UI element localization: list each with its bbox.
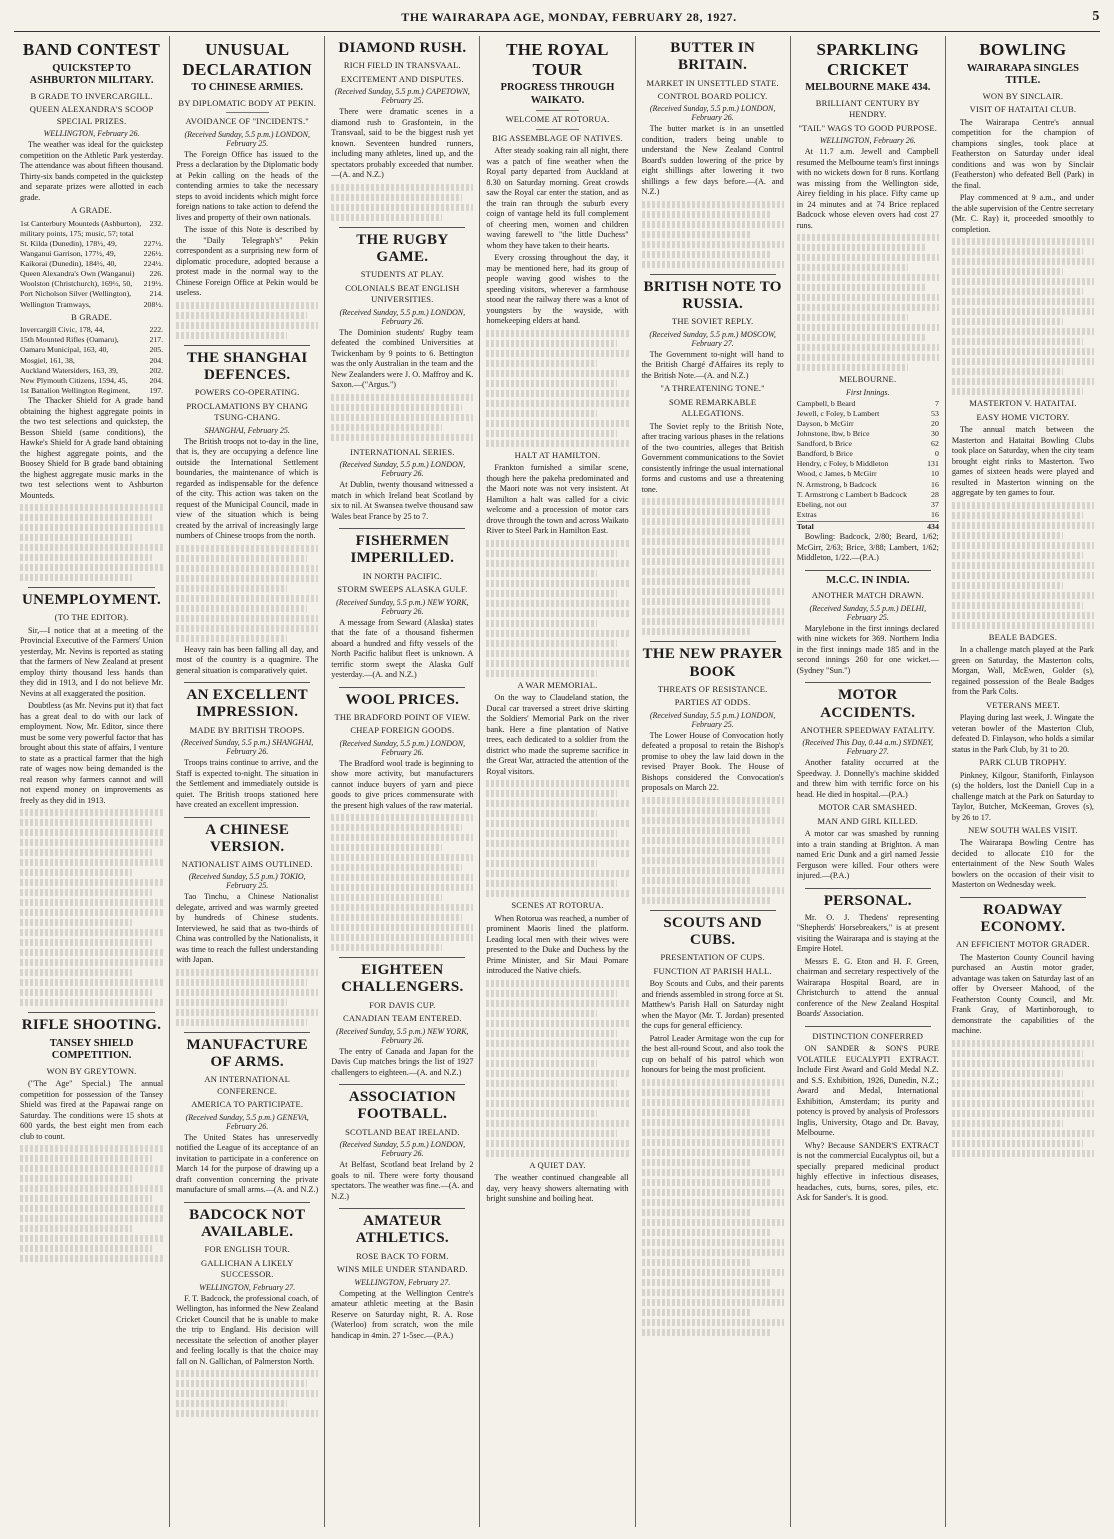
dateline: WELLINGTON, February 27.: [199, 1282, 296, 1292]
score-row: Wood, c James, b McGirr 10: [796, 469, 939, 479]
headline: SPARKLING CRICKET: [816, 40, 920, 79]
column-7: [945, 36, 1100, 1527]
deck: COLONIALS BEAT ENGLISH UNIVERSITIES.: [345, 282, 460, 305]
section-heading: DISTINCTION CONFERRED: [812, 1030, 924, 1041]
deck: IN NORTH PACIFIC.: [362, 570, 443, 581]
text-filler: [176, 302, 318, 339]
paragraph: The issue of this Note is described by the "Daily Telegraph's" Pekin correspondent as a surprising new form of diplomatic procedure, adopted because a protest made in the normal way to the Chinese Foreign Office at Pekin would be useless.: [176, 225, 319, 298]
dateline: WELLINGTON, February 26.: [819, 136, 916, 146]
paragraph: The Masterton County Council having purchased an Austin motor grader, advantage was taken on Saturday last of an offer by Overseer Mahood, of the Featherston County Council, and Mr. Frank Gray, of Martinborough, to demonstrate the capabilities of the machine.: [951, 952, 1094, 1036]
result-row: Kaikorai (Dunedin), 184½, 40, 224½.: [20, 259, 164, 269]
deck: CHEAP FOREIGN GOODS.: [350, 725, 455, 736]
paragraph: On the way to Claudeland station, the Ducal car traversed a street drive skirting the Soldiers' Memorial Park on the river bank. Here a fine plantation of Native trees, each dedicated to a soldier from the district who made the supreme sacrifice in the Great War, attracted the attention of the Royal visitors.: [486, 693, 629, 776]
headline: MOTOR ACCIDENTS.: [820, 687, 916, 721]
paragraph: Another fatality occurred at the Speedway. J. Donnelly's machine skidded and threw him with terrific force on his head. He died in hospital.—(P.A.): [796, 758, 939, 799]
subheading: PROGRESS THROUGH WAIKATO.: [500, 82, 615, 106]
deck: "TAIL" WAGS TO GOOD PURPOSE.: [798, 122, 938, 133]
story-british-note-to-russia: [642, 279, 784, 635]
dash-rule: [536, 129, 579, 130]
divider: [805, 570, 931, 571]
subheading: TANSEY SHIELD COMPETITION.: [49, 1037, 134, 1062]
score-row: Dayson, b McGirr 20: [796, 418, 939, 428]
deck: THE SOVIET REPLY.: [671, 316, 754, 327]
deck: CANADIAN TEAM ENTERED.: [342, 1013, 462, 1024]
score-row: Ebeling, not out 37: [796, 499, 939, 509]
deck: FUNCTION AT PARISH HALL.: [653, 965, 772, 976]
score-row: Hendry, c Foley, b Middleton 131: [796, 459, 939, 469]
story-bowling: [952, 40, 1094, 891]
headline: MANUFACTURE OF ARMS.: [186, 1036, 308, 1071]
story-butter-in-britain: [642, 40, 784, 268]
deck: SCOTLAND BEAT IRELAND.: [345, 1126, 460, 1137]
paragraph: The butter market is in an unsettled condition, traders being unable to understand the New Zealand Control Board's sudden lowering of the price by eight shillings after lowering it two shillings a few days before.—(A. and N.Z.): [641, 124, 784, 197]
divider: [650, 641, 776, 642]
deck: ROSE BACK TO FORM.: [356, 1250, 449, 1261]
headline: DIAMOND RUSH.: [338, 40, 467, 56]
dateline: (Received Sunday, 5.5 p.m.) MOSCOW, February 27.: [649, 329, 776, 348]
divider: [184, 682, 310, 683]
deck: PRESENTATION OF CUPS.: [660, 952, 765, 963]
headline: ASSOCIATION FOOTBALL.: [348, 1089, 456, 1123]
story-international-series: [331, 447, 473, 522]
dateline: (Received Sunday, 5.5 p.m.) LONDON, February 26.: [339, 1140, 466, 1159]
divider: [339, 1084, 465, 1085]
divider: [184, 1032, 310, 1033]
paragraph: The annual match between the Masterton and Hataitai Bowling Clubs took place on Saturday, when the city team brought eight rinks to Masterton. Two games of sixteen heads were played and resulted in Masterton winning on the aggregate by ten games to four.: [951, 425, 1094, 498]
paragraph: Messrs E. G. Eton and H. F. Green, chairman and secretary respectively of the Wairarapa Hospital Board, are in Christchurch to attend the annual conference of the New Zealand Hospital Boards' Association.: [796, 956, 939, 1019]
scoreboard-subheading: First Innings.: [845, 387, 890, 397]
text-filler: [20, 504, 163, 581]
paragraph: ("The Age" Special.) The annual competition for possession of the Tansey Shield was fired at the Papawai range on Saturday. The conditions were 15 shots at 600 yards, the best eight men from each club to count.: [20, 1079, 164, 1141]
headline: AMATEUR ATHLETICS.: [355, 1213, 449, 1247]
scoreboard-heading: MELBOURNE.: [839, 374, 897, 385]
divider: [339, 687, 465, 688]
score-row: T. Armstrong c Lambert b Badcock 28: [796, 489, 939, 499]
story-motor-accidents: [797, 687, 939, 881]
paragraph: Bowling: Badcock, 2/80; Beard, 1/62; McGirr, 2/63; Brice, 3/88; Lambert, 1/62; Middleton, 1/22.—(P.A.): [796, 532, 939, 563]
column-6: [790, 36, 945, 1527]
story-unemployment: [20, 592, 163, 1006]
paragraph: The Government to-night will hand to the British Chargé d'Affaires its reply to the British Note.—(A. and N.Z.): [641, 349, 784, 380]
dateline: (Received Sunday, 5.5 p.m.) LONDON, February 26.: [339, 738, 466, 757]
deck: AN INTERNATIONAL CONFERENCE.: [204, 1074, 290, 1096]
grade-heading: A GRADE.: [71, 205, 112, 216]
story-mcc-in-india: [797, 575, 939, 677]
paragraph: At Belfast, Scotland beat Ireland by 2 goals to nil. There were forty thousand spectators. The weather was fine.—(A. and N.Z.): [331, 1160, 474, 1201]
result-row: Mosgiel, 161, 38, 204.: [20, 355, 164, 365]
paragraph: The Wairarapa Centre's annual competition for the champion of champions singles, took place at Featherston on Saturday under ideal conditions and was won by Sinclair (Featherston) who defeated Bell (Park) in the final.: [951, 117, 1094, 190]
score-row: Jewell, c Foley, b Lambert 53: [796, 408, 939, 418]
deck: INTERNATIONAL SERIES.: [350, 446, 455, 457]
dateline: WELLINGTON, February 27.: [354, 1277, 451, 1287]
text-filler: [952, 1040, 1094, 1157]
story-roadway-economy: [952, 902, 1094, 1157]
deck: AN EFFICIENT MOTOR GRADER.: [956, 939, 1090, 950]
deck: THREATS OF RESISTANCE.: [657, 683, 768, 694]
result-row: New Plymouth Citizens, 1594, 45, 204.: [20, 375, 164, 385]
divider: [184, 817, 310, 818]
headline: PERSONAL.: [823, 892, 912, 909]
deck: BRILLIANT CENTURY BY HENDRY.: [815, 97, 920, 120]
deck: B GRADE TO INVERCARGILL.: [30, 90, 153, 101]
text-filler: [176, 969, 318, 1026]
headline: RIFLE SHOOTING.: [21, 1017, 162, 1034]
paragraph: After steady soaking rain all night, there was a patch of fine weather when the Royal party departed from Auckland at 8.30 on Saturday morning. Great crowds saw the Royal car enter the station, and as the train ran through the suburb every coign of vantage held its full complement of cheering men, women and children waving farewell to "the little Duchess" whom they have taken to their hearts.: [486, 146, 629, 250]
headline: BRITISH NOTE TO RUSSIA.: [643, 278, 782, 313]
story-scouts-and-cubs: [642, 915, 784, 1336]
deck: AVOIDANCE OF "INCIDENTS.": [185, 116, 309, 127]
story-band-contest: [20, 40, 163, 581]
dateline: SHANGHAI, February 25.: [204, 425, 290, 435]
headline: ROADWAY ECONOMY.: [980, 901, 1066, 936]
dateline: (Received Sunday, 5.5 p.m.) GENEVA, February 26.: [185, 1112, 309, 1131]
dateline: (Received Sunday, 5.5 p.m.) LONDON, February 26.: [339, 460, 466, 479]
text-filler: [331, 394, 473, 441]
paragraph: The Foreign Office has issued to the Press a declaration by the Diplomatic body at Pekin calling on the heads of the contending armies to take the necessary steps to avoid incidents which might force foreign nations to take action to defend the lives and property of their own nationals.: [176, 149, 319, 222]
section-heading: MASTERTON V. HATAITAI.: [969, 398, 1077, 409]
headline: EIGHTEEN CHALLENGERS.: [341, 962, 464, 996]
column-3: [324, 36, 479, 1527]
deck: PARTIES AT ODDS.: [674, 697, 751, 708]
headline: UNEMPLOYMENT.: [22, 592, 162, 609]
headline: THE NEW PRAYER BOOK: [642, 646, 783, 680]
column-2: [169, 36, 324, 1527]
section-heading: A QUIET DAY.: [529, 1159, 586, 1170]
section-heading: VETERANS MEET.: [985, 699, 1060, 710]
deck: MAN AND GIRL KILLED.: [817, 815, 919, 826]
dateline: WELLINGTON, February 26.: [43, 129, 140, 139]
headline: THE RUGBY GAME.: [356, 231, 449, 265]
grade-heading: B GRADE.: [71, 311, 112, 322]
dateline: (Received Sunday, 5.5 p.m.) LONDON, February 25.: [649, 710, 776, 729]
headline: WOOL PRICES.: [345, 691, 460, 708]
deck: NATIONALIST AIMS OUTLINED.: [181, 859, 313, 869]
paragraph: Boy Scouts and Cubs, and their parents and friends assembled in strong force at St. Matthew's Parish Hall on Saturday night when the Mayor (Mr. T. Jordan) presented the cups for general efficiency.: [641, 979, 784, 1031]
section-heading: NEW SOUTH WALES VISIT.: [968, 825, 1078, 836]
result-row: Port Nicholson Silver (Wellington), 214.: [20, 289, 164, 299]
deck: MADE BY BRITISH TROOPS.: [189, 724, 305, 735]
headline: FISHERMEN IMPERILLED.: [350, 533, 455, 567]
story-diamond-rush: [331, 40, 473, 221]
score-row: N. Armstrong, b Badcock 16: [796, 479, 939, 489]
result-row: 1st Battalion Wellington Regiment, 197.: [20, 385, 164, 395]
divider: [339, 227, 465, 228]
headline: BADCOCK NOT AVAILABLE.: [189, 1206, 306, 1241]
paragraph: Doubtless (as Mr. Nevins put it) that fact has a great deal to do with our lack of employment. Now, Mr. Editor, since there must be some very powerful factor that has brought about this state of affairs, I venture to state as a practical farmer that the high rate of wages now being demanded is the real reason why farmers cannot and will not expend money on improvements as freely as they did in 1913.: [20, 701, 164, 805]
deck: ANOTHER SPEEDWAY FATALITY.: [800, 724, 936, 735]
divider: [805, 1026, 931, 1027]
column-4: [479, 36, 634, 1527]
paragraph: In a challenge match played at the Park green on Saturday, the Masterton colts, Morgan, Wall, McEwen, Golder (s), regained possession of the Beale Badges from the Park Colts.: [951, 645, 1094, 697]
paragraph: Patrol Leader Armitage won the cup for the best all-round Scout, and also took the cup on behalf of his patrol which won honours for being the most proficient.: [641, 1033, 784, 1075]
paragraph: The Soviet reply to the British Note, after tracing various phases in the relations of the two countries, alleges that British Government communications to the Soviet consistently infringe the usual international forms and customs and use a threatening tone.: [641, 421, 784, 494]
deck: RICH FIELD IN TRANSVAAL.: [343, 60, 461, 71]
story-unusual-declaration: [176, 40, 318, 339]
column-1: [14, 36, 169, 1527]
paragraph: When Rotorua was reached, a number of prominent Maoris lined the platform. Leading local men with their wives were presented to the Duke and Duchess by the Prime Minister, and Sir Maui Pomare introduced the Native chiefs.: [486, 913, 629, 976]
paragraph: Pinkney, Kilgour, Staniforth, Finlayson (s) the holders, lost the Daniell Cup in a challenge match at the Park on Saturday to Taylor, Butcher, McKeeman, Groves (s), by 26 to 17.: [951, 770, 1094, 822]
section-heading: SCENES AT ROTORUA.: [511, 900, 604, 911]
deck: SOME REMARKABLE ALLEGATIONS.: [668, 396, 757, 419]
divider: [339, 1208, 465, 1209]
deck: GALLICHAN A LIKELY SUCCESSOR.: [200, 1257, 294, 1280]
deck: BIG ASSEMBLAGE OF NATIVES.: [492, 132, 623, 143]
paragraph: Tao Tinchu, a Chinese Nationalist delegate, arrived and was warmly greeted by hundreds of Chinese students. Interviewed, he said that as two-thirds of China was controlled by the Nationalists, it was time to reach the fullest understanding with Japan.: [176, 892, 319, 965]
text-filler: [176, 545, 318, 642]
story-amateur-athletics: [331, 1213, 473, 1341]
score-total: Total 434: [796, 522, 939, 532]
paragraph: The weather was ideal for the quickstep competition on the Athletic Park yesterday. The attendance was about fifteen thousand. Thirty-six bands competed in the quickstep and separate prizes were allotted in each grade.: [20, 140, 164, 202]
headline: THE ROYAL TOUR: [506, 40, 609, 79]
paragraph: Playing during last week, J. Wingate the veteran bowler of the Masterton Club, defeated D. Finlayson, who holds a similar status in the Park Club, by 31 to 20.: [951, 713, 1094, 754]
section-heading: "A THREATENING TONE.": [660, 383, 765, 394]
divider: [28, 1012, 155, 1013]
text-filler: [642, 201, 784, 268]
headline: SCOUTS AND CUBS.: [663, 914, 762, 948]
subheading: TO CHINESE ARMIES.: [191, 82, 303, 94]
deck: FOR ENGLISH TOUR.: [204, 1244, 290, 1255]
divider: [805, 682, 931, 683]
headline: BOWLING: [979, 40, 1067, 59]
divider: [805, 888, 931, 889]
paragraph: Play commenced at 9 a.m., and under the able supervision of the Centre secretary (Mr. C. Ray) it, proceeded smoothly to completion.: [951, 193, 1094, 234]
deck: QUEEN ALEXANDRA'S SCOOP SPECIAL PRIZES.: [29, 104, 154, 126]
story-new-prayer-book: [642, 646, 784, 903]
story-excellent-impression: [176, 687, 318, 810]
story-chinese-version: [176, 822, 318, 1026]
paragraph: Why? Because SANDER'S EXTRACT is not the commercial Eucalyptus oil, but a specially prepared medicinal product highly effective in infectious diseases, headaches, cuts, burns, sores, piles, etc. Ask for Sander's. It is good.: [796, 1140, 939, 1203]
deck: WON BY GREYTOWN.: [46, 1065, 137, 1076]
divider: [650, 274, 776, 275]
scoreboard: [797, 399, 939, 533]
text-filler: [176, 1370, 318, 1417]
dateline: (Received Sunday, 5.5 p.m.) NEW YORK, February 26.: [336, 1026, 469, 1045]
paragraph: The Thacker Shield for A grade band obtaining the highest aggregate points in the two test selections and quickstep, the Besson Shield (same conditions), the Hawke's Shield for A grade band obtaining the highest aggregate points, and the Boosey Shield for B grade band obtaining the highest aggregate music marks in the two test selections went to Ashburton Mounteds.: [20, 396, 164, 500]
headline: BAND CONTEST: [22, 40, 161, 59]
text-filler: [797, 234, 939, 371]
story-manufacture-of-arms: [176, 1037, 318, 1196]
text-filler: [486, 540, 628, 677]
paragraph: The Bradford wool trade is beginning to show more activity, but manufacturers cannot induce buyers of yarn and piece goods to give prices commensurate with the present high values of the raw material.: [331, 758, 474, 810]
paragraph: Heavy rain has been falling all day, and most of the country is a quagmire. The general situation is comparatively quiet.: [176, 644, 319, 675]
paragraph: Competing at the Wellington Centre's amateur athletic meeting at the Basin Reserve on Saturday night, R. A. Rose (Waterloo) from scratch, won the mile handicap in 4min. 27 1-5sec.—(P.A.): [331, 1288, 474, 1340]
subheading: WAIRARAPA SINGLES TITLE.: [966, 62, 1079, 87]
dateline: (Received Sunday, 5.5 p.m.) DELHI, February 25.: [809, 603, 927, 622]
text-filler: [952, 502, 1094, 629]
divider: [339, 528, 465, 529]
story-eighteen-challengers: [331, 962, 473, 1078]
text-filler: [642, 797, 784, 904]
headline: BUTTER IN BRITAIN.: [670, 40, 756, 74]
dateline: (Received Sunday, 5.5 p.m.) TOKIO, February 25.: [188, 872, 306, 891]
divider: [28, 587, 155, 588]
result-row: Oamaru Municipal, 163, 40, 205.: [20, 345, 164, 355]
deck: AMERICA TO PARTICIPATE.: [191, 1099, 304, 1110]
headline: THE SHANGHAI DEFENCES.: [186, 349, 308, 383]
result-row: Wanganui Garrison, 177½, 49, 226½.: [20, 248, 164, 258]
paragraph: Marylebone in the first innings declared with nine wickets for 369. Northern India in the first innings made 185 and in the second innings 260 for one wicket.—(Sydney "Sun."): [796, 623, 939, 675]
section-heading: A WAR MEMORIAL.: [517, 679, 598, 690]
deck: STORM SWEEPS ALASKA GULF.: [337, 584, 468, 595]
page-number: 5: [1092, 9, 1100, 24]
headline: AN EXCELLENT IMPRESSION.: [186, 687, 308, 721]
paragraph: Every crossing throughout the day, it may be mentioned here, had its group of people waving good wishes to the speeding visitors, wherever a farmhouse stood near the railway there was a knot of youngsters by the wayside, with homekeeping elders at hand.: [486, 253, 629, 326]
story-shanghai-defences: [176, 350, 318, 676]
deck: BY DIPLOMATIC BODY AT PEKIN.: [178, 97, 317, 108]
paragraph: The Lower House of Convocation hotly defeated a proposal to retain the Bishop's promise to obey the law laid down in the revised Prayer Book. The House of Bishops considered the Convocation's proposals on March 22.: [641, 730, 784, 793]
deck: VISIT OF HATAITAI CLUB.: [969, 104, 1077, 115]
section-heading: HALT AT HAMILTON.: [514, 449, 601, 460]
story-distinction-conferred: [797, 1031, 939, 1204]
result-row: Queen Alexandra's Own (Wanganui) 226.: [20, 269, 164, 279]
column-5: [635, 36, 790, 1527]
deck: EXCITEMENT AND DISPUTES.: [340, 73, 464, 84]
score-row: Bandford, b Brice 0: [796, 449, 939, 459]
story-rifle-shooting: [20, 1017, 163, 1262]
deck: WINS MILE UNDER STANDARD.: [336, 1264, 468, 1275]
text-filler: [486, 980, 628, 1157]
score-row: Johnstone, lbw, b Brice 30: [796, 428, 939, 438]
divider: [650, 910, 776, 911]
story-rugby-game: [331, 232, 473, 441]
divider: [184, 1202, 310, 1203]
divider: [339, 957, 465, 958]
paragraph: The British troops not to-day in the line, that is, they are occupying a defence line outside the International Settlement boundaries, the maintenance of which is regarded as indispensable for the defence of the city. This action was taken on the request of the Municipal Council, made in view of the situation which is being created by the arrival of increasingly large numbers of Chinese troops from the north.: [176, 436, 319, 541]
deck: EASY HOME VICTORY.: [976, 411, 1070, 422]
divider: [960, 897, 1086, 898]
story-association-football: [331, 1089, 473, 1202]
deck: CONTROL BOARD POLICY.: [657, 90, 768, 101]
text-filler: [486, 330, 628, 447]
result-row: Wellington Tramways, 208½.: [20, 299, 164, 309]
paragraph: Mr. O. J. Thedens' representing "Shepherds' Horsebreakers," is at present visiting the Wairarapa and is staying at the Empire Hotel.: [796, 912, 939, 954]
dateline: (Received This Day, 0.44 a.m.) SYDNEY, February 27.: [802, 738, 934, 757]
section-heading: MOTOR CAR SMASHED.: [818, 802, 918, 813]
deck: POWERS CO-OPERATING.: [194, 387, 300, 398]
text-filler: [331, 184, 473, 221]
text-filler: [20, 1145, 163, 1262]
story-wool-prices: [331, 692, 473, 952]
result-row: Woolston (Christchurch), 169½, 50, 219½.: [20, 279, 164, 289]
dash-rule: [536, 110, 579, 111]
paragraph: The weather continued changeable all day, very heavy showers alternating with bright sunshine and boiling heat.: [486, 1173, 629, 1204]
section-heading: BEALE BADGES.: [988, 631, 1058, 642]
score-row: Campbell, b Beard 7: [796, 398, 939, 408]
text-filler: [642, 1079, 784, 1336]
divider: [184, 345, 310, 346]
paragraph: Troops trains continue to arrive, and the Staff is expected to-night. The situation in the Settlement and immediately outside is quiet. The British troops stationed here have created an excellent impression.: [176, 758, 319, 809]
paragraph: ON SANDER & SON'S PURE VOLATILE EUCALYPTI EXTRACT. Include First Award and Gold Medal N.Z. and S.S. Exhibition, 1926, Dunedin, N.Z.; Award and Medal, International Exhibition, Amsterdam; its purity and potency is proved by analysis of Professors Inglis, University, Otago and Dr. Bavay, Melbourne.: [796, 1044, 939, 1138]
deck: FOR DAVIS CUP.: [369, 999, 436, 1010]
text-filler: [331, 814, 473, 951]
text-filler: [642, 498, 784, 635]
dateline: (Received Sunday, 5.5 p.m.) LONDON, February 25.: [184, 129, 310, 148]
result-row: 1st Canterbury Mounteds (Ashburton), military points, 175; music, 57; total 232.: [20, 218, 164, 238]
deck: WELCOME AT ROTORUA.: [505, 114, 610, 125]
score-row: Extras 16: [796, 509, 939, 519]
result-row: Invercargill Civic, 178, 44, 222.: [20, 325, 164, 335]
paragraph: At Dublin, twenty thousand witnessed a match in which Ireland beat Scotland by six to nil. At Swansea twelve thousand saw Wales beat France by 25 to 7.: [331, 480, 474, 521]
headline: UNUSUAL DECLARATION: [182, 40, 312, 79]
results-b: [20, 325, 163, 396]
headline: A CHINESE VERSION.: [205, 821, 290, 855]
dateline: (Received Sunday, 5.5 p.m.) SHANGHAI, February 26.: [181, 738, 314, 756]
paragraph: Sir,—I notice that at a meeting of the Provincial Executive of the Farmers' Union yesterday, Mr. Nevins is reported as stating that the farmers of New Zealand at present employ thirty thousand less hands than they did in 1913, and I do not believe Mr. Nevins at all exaggerated the position.: [20, 625, 164, 698]
story-badcock: [176, 1207, 318, 1417]
dateline: (Received Sunday, 5.5 p.m.) CAPETOWN, February 25.: [334, 87, 470, 106]
paragraph: The Wairarapa Bowling Centre has decided to allocate £10 for the entertainment of the New South Wales bowlers on the occasion of their visit to Masterton on Wednesday week.: [951, 838, 1094, 890]
paragraph: There were dramatic scenes in a diamond rush to Grasfontein, in the Transvaal, said to be the biggest rush yet known. Seventeen hundred runners, including many athletes, lined up, and the spectators probably exceeded that number.—(A. and N.Z.): [331, 107, 474, 180]
deck: WON BY SINCLAIR.: [982, 90, 1064, 101]
subheading: MELBOURNE MAKE 434.: [805, 82, 931, 94]
section-heading: PARK CLUB TROPHY.: [979, 757, 1067, 768]
text-filler: [486, 780, 628, 897]
deck: (TO THE EDITOR).: [54, 612, 129, 623]
deck: MARKET IN UNSETTLED STATE.: [646, 77, 779, 88]
paragraph: A message from Seward (Alaska) states that the fate of a thousand fishermen aboard a hundred and fifty vessels of the North Pacific halibut fleet is unknown. A terrific storm swept the Alaska Gulf yesterday.—(A. and N.Z.): [331, 617, 474, 679]
story-personal: [797, 893, 939, 1020]
dash-rule: [226, 112, 269, 113]
story-sparkling-cricket: [797, 40, 939, 564]
dateline: (Received Sunday, 5.5 p.m.) LONDON, February 26.: [339, 307, 466, 326]
result-row: Auckland Watersiders, 163, 39, 202.: [20, 365, 164, 375]
paragraph: At 11.7 a.m. Jewell and Campbell resumed the Melbourne team's first innings with no wickets down for 8 runs. Kortlang was missing from the Wellington side, Airey fielding in his place. Fifty came up in 24 minutes and at 74 Brice replaced Badcock whose eleven overs had cost 27 runs.: [796, 147, 939, 230]
subheading: M.C.C. IN INDIA.: [826, 574, 910, 586]
masthead: [18, 4, 1100, 30]
result-row: 15th Mounted Rifles (Oamaru), 217.: [20, 335, 164, 345]
paragraph: The Dominion students' Rugby team defeated the combined Universities at Twickenham by 9 points to 6. Bettington was the only Australian in the team and the New Zealanders were J. O. Maffroy and K. Saxon.—("Argus."): [331, 327, 474, 390]
story-royal-tour: [486, 40, 628, 1205]
story-fishermen-imperilled: [331, 533, 473, 680]
columns: [14, 36, 1100, 1527]
result-row: St. Kilda (Dunedin), 178½, 49, 227½.: [20, 238, 164, 248]
masthead-title-line: THE WAIRARAPA AGE, MONDAY, FEBRUARY 28, 1927.: [401, 9, 737, 24]
paragraph: The United States has unreservedly notified the League of its acceptance of an invitation to participate in a conference on March 14 for the purpose of drawing up a draft convention concerning the private manufacture of small arms.—(A. and N.Z.): [176, 1132, 319, 1195]
paragraph: A motor car was smashed by running into a train standing at Brighton. A man named Eric Dunk and a girl named Jessie Ferguson were killed. Four others were injured.—(P.A.): [796, 829, 939, 881]
deck: THE BRADFORD POINT OF VIEW.: [334, 711, 471, 722]
dateline: (Received Sunday, 5.5 p.m.) LONDON, February 26.: [649, 104, 776, 123]
dateline: (Received Sunday, 5.5 p.m.) NEW YORK, February 26.: [336, 597, 469, 616]
deck: STUDENTS AT PLAY.: [360, 269, 444, 280]
paragraph: F. T. Badcock, the professional coach, of Wellington, has informed the New Zealand Cricket Council that he is unable to make the trip to England. His decision will necessitate the selection of another player and feeling locally is that the choice may fall on N. Gallichan, of Palmerston North.: [176, 1293, 319, 1366]
deck: PROCLAMATIONS BY CHANG TSUNG-CHANG.: [186, 400, 309, 423]
text-filler: [20, 809, 163, 1006]
score-row: Sandford, b Brice 62: [796, 439, 939, 449]
text-filler: [952, 238, 1094, 395]
masthead-rule: [14, 31, 1100, 32]
subheading: QUICKSTEP TO ASHBURTON MILITARY.: [29, 62, 154, 87]
results-a: [20, 219, 163, 310]
paragraph: Frankton furnished a similar scene, though here the pakeha predominated and the Maori note was not very insistent. At Hamilton a halt was called for a civic welcome and a procession of motor cars drove through the town and across Waikato River to Steel Park in Hamilton East.: [486, 463, 629, 536]
paragraph: The entry of Canada and Japan for the Davis Cup matches brings the list of 1927 challengers to eighteen.—(A. and N.Z.): [331, 1046, 474, 1077]
deck: ANOTHER MATCH DRAWN.: [811, 590, 924, 601]
